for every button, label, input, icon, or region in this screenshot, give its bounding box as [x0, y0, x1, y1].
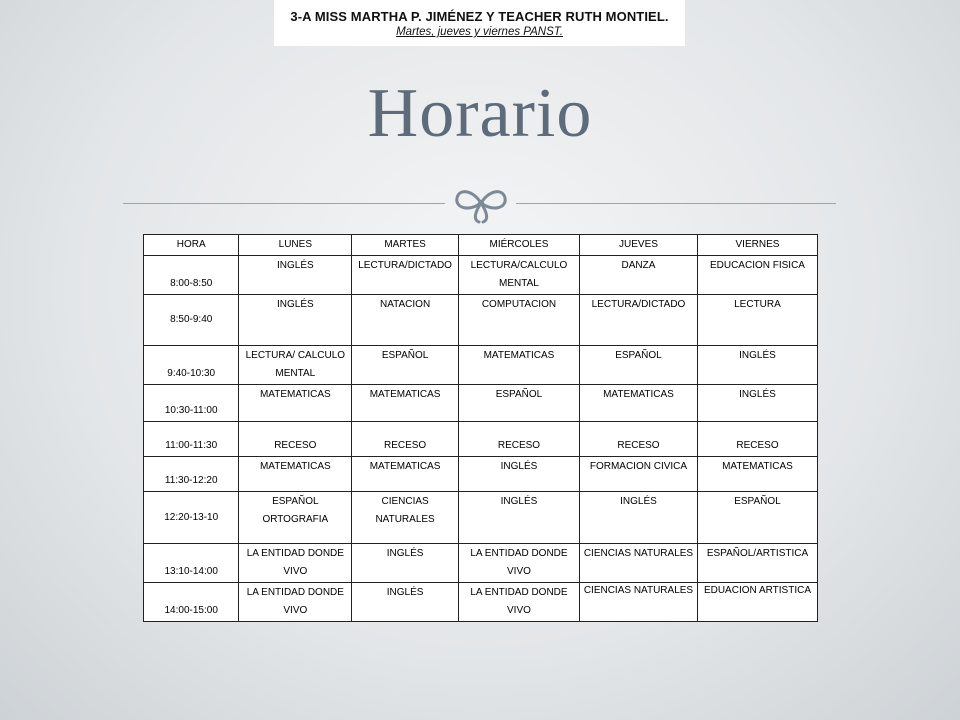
- time-cell: 13:10-14:00: [144, 544, 239, 583]
- subject-cell: ESPAÑOL: [579, 346, 697, 385]
- time-cell: 12:20-13-10: [144, 492, 239, 544]
- subject-cell: INGLÉS: [239, 295, 352, 346]
- table-row: [144, 422, 818, 457]
- subject-cell: LECTURA: [697, 295, 817, 346]
- col-header-lunes: LUNES: [239, 235, 352, 256]
- subject-cell: INGLÉS: [352, 583, 459, 622]
- time-cell: 8:00-8:50: [144, 256, 239, 295]
- subject-cell: NATACION: [352, 295, 459, 346]
- subject-cell: MATEMATICAS: [352, 385, 459, 422]
- subject-cell: INGLÉS: [697, 346, 817, 385]
- subject-cell: INGLÉS: [458, 492, 579, 544]
- subject-cell: EDUCACION FISICA: [697, 256, 817, 295]
- subject-cell: INGLÉS: [458, 457, 579, 492]
- subject-cell: COMPUTACION: [458, 295, 579, 346]
- subject-cell: MATEMATICAS: [352, 457, 459, 492]
- subject-cell: LECTURA/ CALCULO MENTAL: [239, 346, 352, 385]
- table-row: [144, 583, 818, 622]
- subject-cell: ESPAÑOL: [697, 492, 817, 544]
- table-row: [144, 457, 818, 492]
- header-box: [274, 0, 685, 46]
- col-header-jueves: JUEVES: [579, 235, 697, 256]
- subject-cell: ESPAÑOL: [352, 346, 459, 385]
- subject-cell: INGLÉS: [239, 256, 352, 295]
- subject-cell: FORMACION CIVICA: [579, 457, 697, 492]
- subject-cell: RECESO: [579, 422, 697, 457]
- subject-cell: LA ENTIDAD DONDE VIVO: [458, 583, 579, 622]
- table-row: [144, 492, 818, 544]
- schedule-note: Martes, jueves y viernes PANST.: [396, 26, 563, 38]
- subject-cell: LA ENTIDAD DONDE VIVO: [239, 544, 352, 583]
- subject-cell: DANZA: [579, 256, 697, 295]
- subject-cell: EDUACION ARTISTICA: [697, 583, 817, 622]
- subject-cell: INGLÉS: [352, 544, 459, 583]
- subject-cell: INGLÉS: [579, 492, 697, 544]
- page-title: Horario: [367, 75, 593, 152]
- subject-cell: LECTURA/DICTADO: [352, 256, 459, 295]
- table-row: [144, 346, 818, 385]
- time-cell: 11:30-12:20: [144, 457, 239, 492]
- table-row: [144, 256, 818, 295]
- subject-cell: LECTURA/CALCULO MENTAL: [458, 256, 579, 295]
- subject-cell: MATEMATICAS: [458, 346, 579, 385]
- subject-cell: LECTURA/DICTADO: [579, 295, 697, 346]
- divider-right: [516, 203, 836, 204]
- col-header-viernes: VIERNES: [697, 235, 817, 256]
- subject-cell: INGLÉS: [697, 385, 817, 422]
- table-row: [144, 385, 818, 422]
- time-cell: 10:30-11:00: [144, 385, 239, 422]
- col-header-miercoles: MIÉRCOLES: [458, 235, 579, 256]
- col-header-martes: MARTES: [352, 235, 459, 256]
- divider-left: [123, 203, 445, 204]
- flourish-icon: [451, 178, 511, 226]
- subject-cell: LA ENTIDAD DONDE VIVO: [239, 583, 352, 622]
- subject-cell: ESPAÑOL ORTOGRAFIA: [239, 492, 352, 544]
- time-cell: 9:40-10:30: [144, 346, 239, 385]
- subject-cell: MATEMATICAS: [239, 457, 352, 492]
- time-cell: 11:00-11:30: [144, 422, 239, 457]
- class-teachers-heading: 3-A MISS MARTHA P. JIMÉNEZ Y TEACHER RUTH MONTIEL.: [290, 9, 669, 24]
- subject-cell: MATEMATICAS: [579, 385, 697, 422]
- col-header-hora: HORA: [144, 235, 239, 256]
- subject-cell: ESPAÑOL: [458, 385, 579, 422]
- subject-cell: MATEMATICAS: [697, 457, 817, 492]
- table-row: [144, 295, 818, 346]
- table-header-row: [144, 235, 818, 256]
- subject-cell: ESPAÑOL/ARTISTICA: [697, 544, 817, 583]
- subject-cell: LA ENTIDAD DONDE VIVO: [458, 544, 579, 583]
- subject-cell: RECESO: [697, 422, 817, 457]
- subject-cell: RECESO: [458, 422, 579, 457]
- time-cell: 14:00-15:00: [144, 583, 239, 622]
- subject-cell: RECESO: [239, 422, 352, 457]
- subject-cell: MATEMATICAS: [239, 385, 352, 422]
- subject-cell: CIENCIAS NATURALES: [579, 544, 697, 583]
- time-cell: 8:50-9:40: [144, 295, 239, 346]
- subject-cell: CIENCIAS NATURALES: [352, 492, 459, 544]
- subject-cell: RECESO: [352, 422, 459, 457]
- schedule-table: [143, 234, 818, 622]
- subject-cell: CIENCIAS NATURALES: [579, 583, 697, 622]
- table-row: [144, 544, 818, 583]
